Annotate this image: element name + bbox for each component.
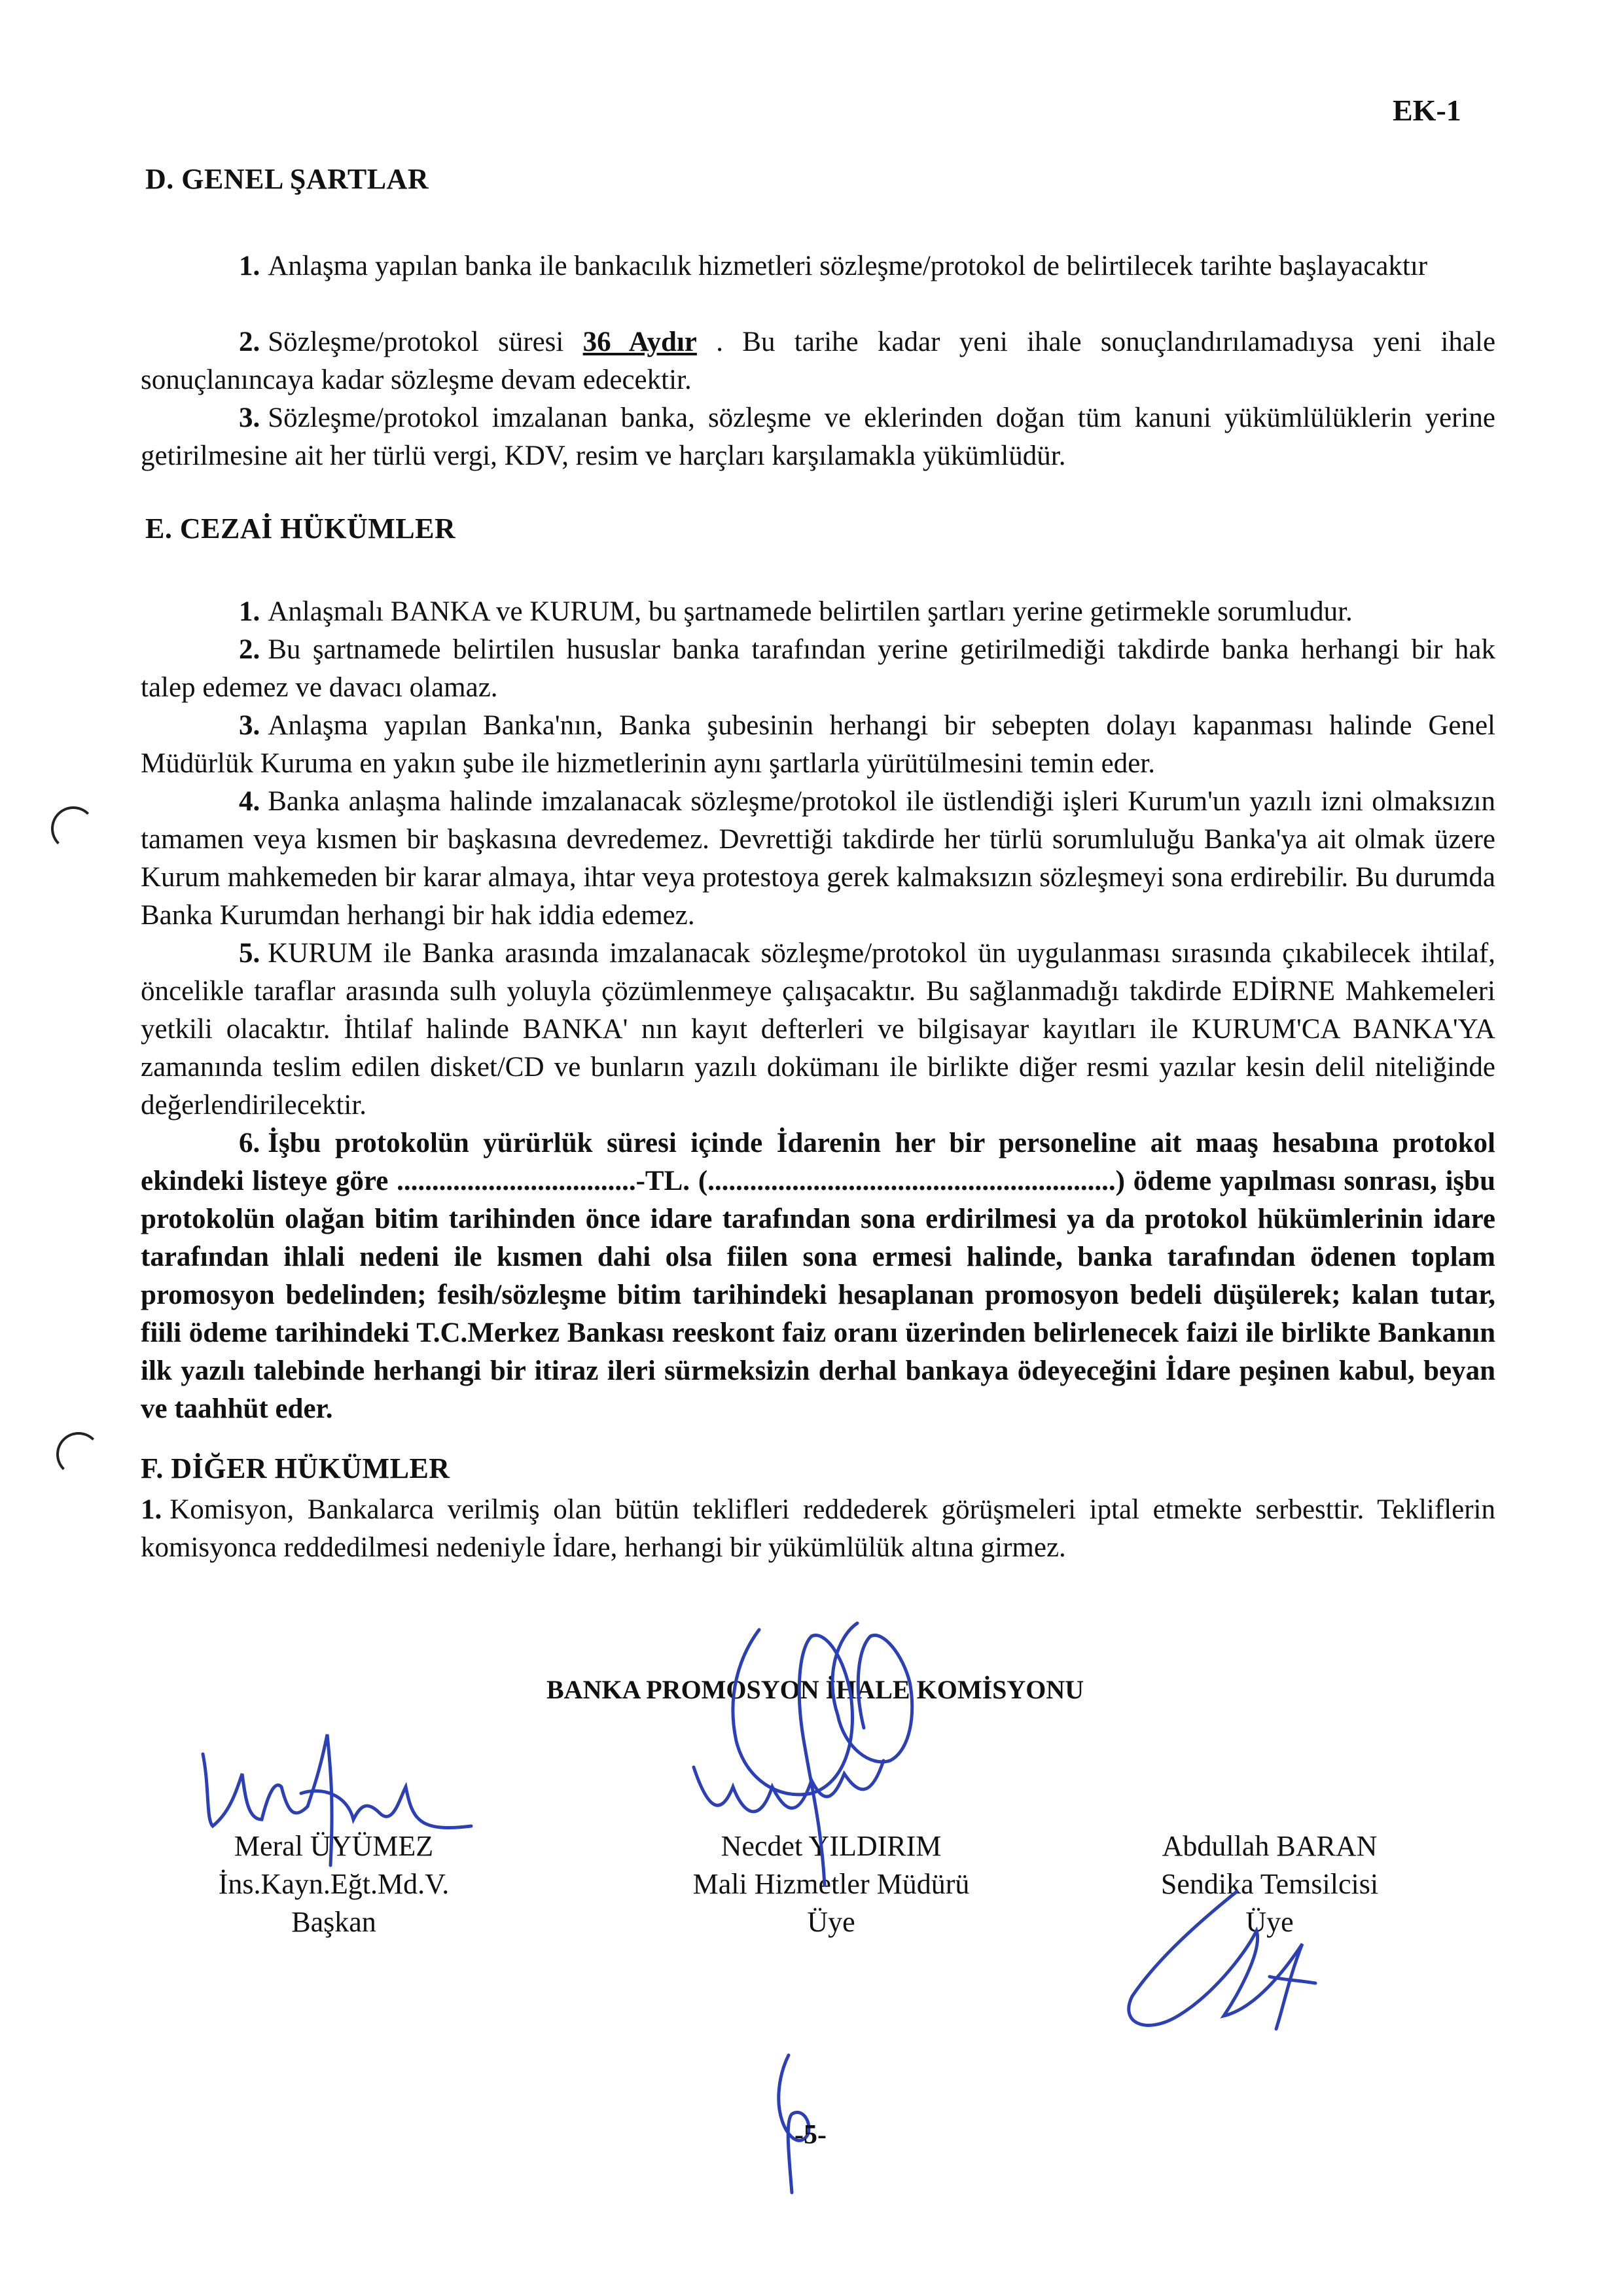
signatory-role: Üye <box>807 1906 855 1938</box>
section-f-item-1 <box>141 1491 1495 1567</box>
section-e-item-3 <box>141 707 1495 783</box>
section-d-heading: D. GENEL ŞARTLAR <box>145 163 429 195</box>
section-d-item-1 <box>141 247 1495 285</box>
section-e-item-6 <box>141 1124 1495 1428</box>
item-number: 3. <box>239 403 260 433</box>
signatory-name: Meral ÜYÜMEZ <box>234 1830 434 1862</box>
item-number: 4. <box>239 786 260 817</box>
signatory-name: Necdet YILDIRIM <box>721 1830 942 1862</box>
section-e-heading: E. CEZAİ HÜKÜMLER <box>145 512 456 545</box>
item-text: İşbu protokolün yürürlük süresi içinde İdarenin her bir personeline ait maaş hesabına protokol ekindeki listeye göre ..................................-TL. (..........................................................) ödeme yapılması sonrası, işbu protokolün olağan bitim tarihinden önce idare tarafından sona erdirilmesi ya da protokol hükümlerinin idare tarafından ihlali nedeni ile kısmen dahi olsa fiilen sona ermesi halinde, banka tarafından ödenen toplam promosyon bedelinden; fesih/sözleşme bitim tarihindeki hesaplanan promosyon bedeli düşülerek; kalan tutar, fiili ödeme tarihindeki T.C.Merkez Bankası reeskont faiz oranı üzerinden belirlenecek faizi ile birlikte Bankanın ilk yazılı talebinde herhangi bir itiraz ileri sürmeksizin derhal bankaya ödeyeceğini İdare peşinen kabul, beyan ve taahhüt eder. <box>141 1128 1495 1424</box>
item-text: Sözleşme/protokol imzalanan banka, sözleşme ve eklerinden doğan tüm kanuni yükümlülüklerin yerine getirilmesine ait her türlü vergi, KDV, resim ve harçları karşılamakla yükümlüdür. <box>141 403 1495 471</box>
section-e-item-1 <box>141 593 1495 631</box>
section-e-item-4 <box>141 783 1495 935</box>
item-text: Anlaşma yapılan banka ile bankacılık hizmetleri sözleşme/protokol de belirtilecek tarihte başlayacaktır <box>268 251 1428 281</box>
signatory-title: Sendika Temsilcisi <box>1160 1868 1379 1900</box>
section-e-item-2 <box>141 631 1495 707</box>
item-text: Bu şartnamede belirtilen hususlar banka tarafından yerine getirilmediği takdirde banka herhangi bir hak talep edemez ve davacı olamaz. <box>141 634 1495 703</box>
item-text-after: . Bu tarihe kadar yeni ihale sonuçlandırılamadıysa yeni ihale sonuçlanıncaya kadar sözleşme devam edecektir. <box>141 327 1496 395</box>
signatory-title: İns.Kayn.Eğt.Md.V. <box>218 1868 450 1900</box>
item-number: 1. <box>239 251 260 281</box>
section-f-heading: F. DİĞER HÜKÜMLER <box>141 1452 450 1484</box>
section-d-item-2 <box>141 323 1495 399</box>
signatory-name: Abdullah BARAN <box>1162 1830 1378 1862</box>
item-number: 3. <box>239 710 260 741</box>
item-number: 1. <box>239 596 260 627</box>
page-number: -5- <box>794 2120 827 2150</box>
item-text: Anlaşma yapılan Banka'nın, Banka şubesinin herhangi bir sebepten dolayı kapanması halinde Genel Müdürlük Kuruma en yakın şube ile hizmetlerinin aynı şartlarla yürütülmesini temin eder. <box>141 710 1495 779</box>
section-e-item-5 <box>141 935 1495 1124</box>
item-number: 5. <box>239 938 260 969</box>
item-number: 6. <box>239 1128 260 1158</box>
committee-title: BANKA PROMOSYON İHALE KOMİSYONU <box>546 1675 1084 1704</box>
section-d-item-3 <box>141 399 1495 475</box>
contract-duration: 36 Aydır <box>582 327 697 357</box>
item-text: KURUM ile Banka arasında imzalanacak sözleşme/protokol ün uygulanması sırasında çıkabilecek ihtilaf, öncelikle taraflar arasında sulh yoluyla çözümlenmeye çalışacaktır. Bu sağlanmadığı takdirde EDİRNE Mahkemeleri yetkili olacaktır. İhtilaf halinde BANKA' nın kayıt defterleri ve bilgisayar kayıtları ile KURUM'CA BANKA'YA zamanında teslim edilen disket/CD ve bunların yazılı dokümanı ile birlikte diğer resmi yazılar kesin delil niteliğinde değerlendirilecektir. <box>141 938 1495 1121</box>
item-number: 1. <box>141 1494 162 1525</box>
item-text: Banka anlaşma halinde imzalanacak sözleşme/protokol ile üstlendiği işleri Kurum'un yazılı izni olmaksızın tamamen veya kısmen bir başkasına devredemez. Devrettiği takdirde her türlü sorumluluğu Banka'ya ait olmak üzere Kurum mahkemeden bir karar almaya, ihtar veya protestoya gerek kalmaksızın sözleşmeyi sona erdirebilir. Bu durumda Banka Kurumdan herhangi bir hak iddia edemez. <box>141 786 1495 931</box>
signatory-role: Başkan <box>291 1906 376 1938</box>
item-text: Anlaşmalı BANKA ve KURUM, bu şartnamede belirtilen şartları yerine getirmekle sorumludur. <box>268 596 1353 627</box>
signatory-role: Üye <box>1245 1906 1294 1938</box>
item-text: Komisyon, Bankalarca verilmiş olan bütün teklifleri reddederek görüşmeleri iptal etmekte serbesttir. Tekliflerin komisyonca reddedilmesi nedeniyle İdare, herhangi bir yükümlülük altına girmez. <box>141 1494 1495 1563</box>
item-text-before: Sözleşme/protokol süresi <box>268 327 564 357</box>
signature-abdullah-baran <box>1106 1885 1329 2049</box>
annex-label: EK-1 <box>1393 94 1461 127</box>
signature-meral-uyumez <box>190 1728 491 1885</box>
punch-hole-mark <box>56 1432 101 1477</box>
signatory-title: Mali Hizmetler Müdürü <box>692 1868 970 1900</box>
punch-hole-mark <box>51 806 96 851</box>
item-number: 2. <box>239 634 260 665</box>
signature-necdet-yildirim <box>681 1617 969 1892</box>
item-number: 2. <box>239 327 260 357</box>
